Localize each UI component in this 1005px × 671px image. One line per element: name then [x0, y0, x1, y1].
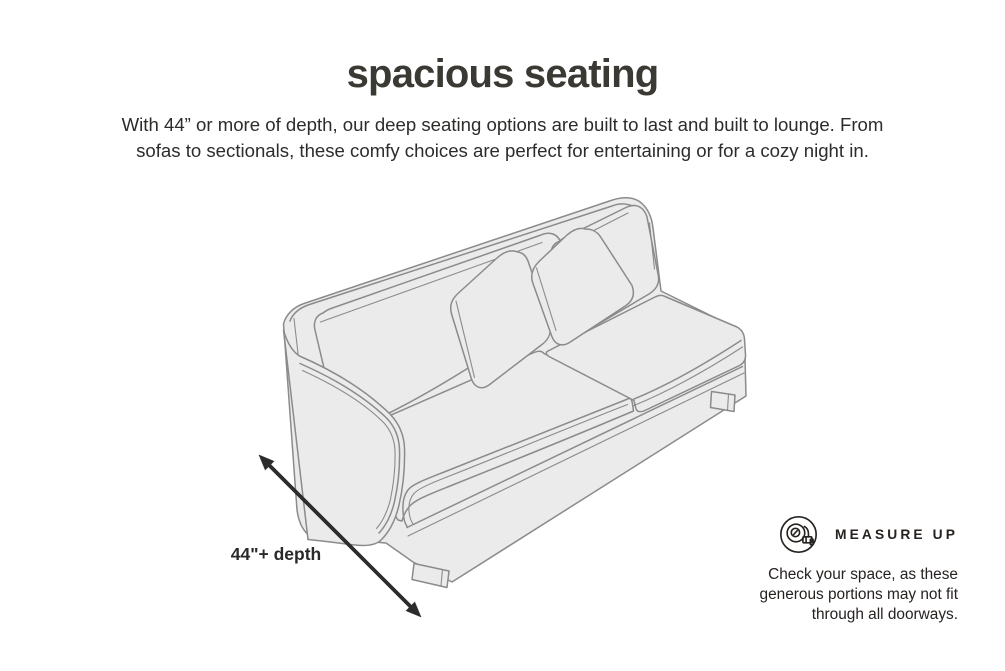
- sofa-line-drawing: [284, 198, 747, 588]
- measure-up-callout: [752, 511, 958, 625]
- depth-dimension-label: 44"+ depth: [230, 544, 322, 564]
- measure-up-note-line-3: through all doorways.: [811, 606, 958, 623]
- measure-up-heading: MEASURE UP: [835, 527, 958, 542]
- measure-up-note: [752, 565, 958, 625]
- measure-up-note-line-2: generous portions may not fit: [759, 586, 958, 603]
- measure-up-header: [752, 511, 958, 558]
- intro-line-2: sofas to sectionals, these comfy choices are perfect for entertaining or for a cozy night in.: [136, 139, 869, 161]
- page-title: spacious seating: [346, 52, 659, 96]
- tape-measure-icon: [775, 511, 822, 558]
- measure-up-note-line-1: Check your space, as these: [768, 566, 958, 583]
- intro-line-1: With 44” or more of depth, our deep seating options are built to last and built to lounge. From: [121, 114, 884, 135]
- sofa-foot-right: [711, 392, 736, 412]
